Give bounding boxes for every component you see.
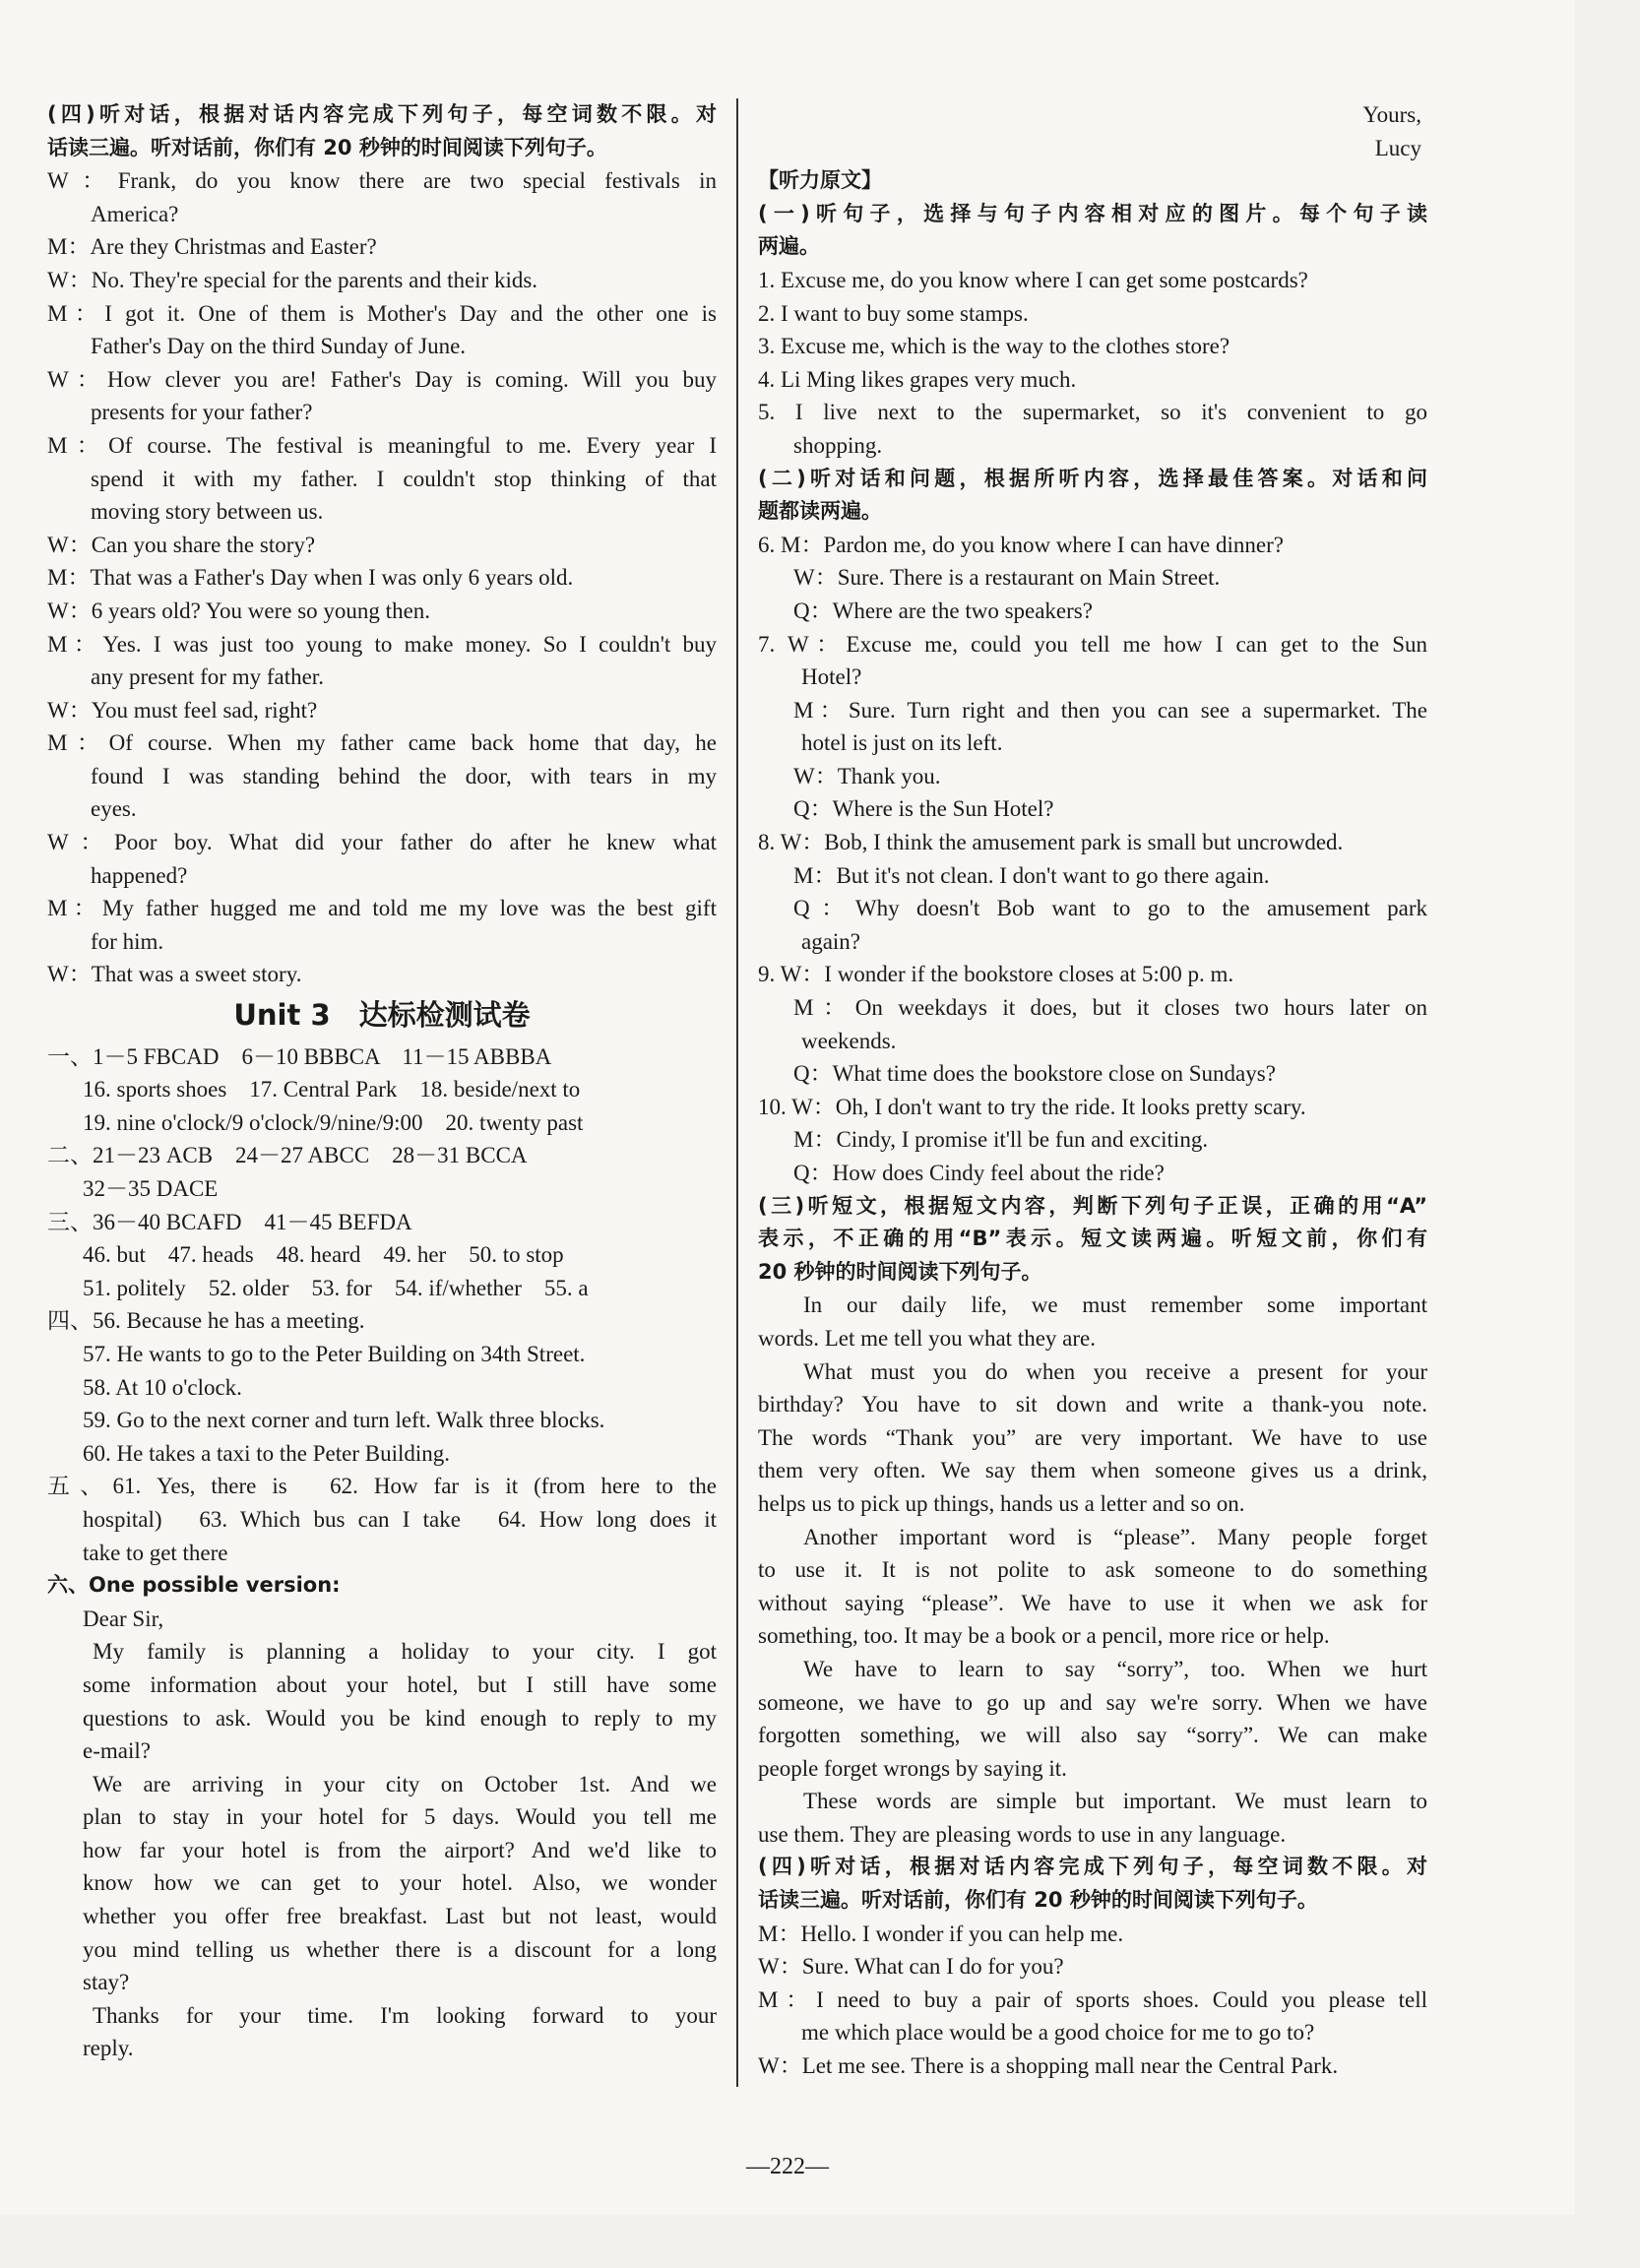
right-text-line: In our daily life, we must remember some important (803, 1292, 1427, 1318)
left-text-line: Unit 3 达标检测试卷 (233, 998, 531, 1033)
right-text-line: Q：Where are the two speakers? (793, 598, 1093, 623)
right-text-line: We have to learn to say “sorry”, too. When we hurt (803, 1656, 1427, 1681)
right-text-line: (四)听对话，根据对话内容完成下列句子，每空词数不限。对 (758, 1855, 1427, 1879)
right-text-line: birthday? You have to sit down and write a thank-you note. (758, 1392, 1427, 1418)
right-text-line: them very often. We say them when someone gives us a drink, (758, 1458, 1427, 1483)
left-text-line: happened? (91, 862, 188, 888)
right-text-line: M：But it's not clean. I don't want to go there again. (793, 862, 1270, 888)
right-text-line: Q：How does Cindy feel about the ride? (793, 1161, 1165, 1185)
left-text-line: spend it with my father. I couldn't stop thinking of that (91, 466, 717, 491)
right-text-line: hotel is just on its left. (801, 730, 1003, 756)
right-text-line: 10. W：Oh, I don't want to try the ride. It looks pretty scary. (758, 1094, 1306, 1119)
left-text-line: any present for my father. (91, 664, 324, 690)
left-text-line: M：I got it. One of them is Mother's Day and the other one is (47, 300, 717, 326)
left-text-line: reply. (83, 2036, 134, 2061)
right-text-line: What must you do when you receive a present for your (803, 1358, 1427, 1384)
left-text-line: 58. At 10 o'clock. (83, 1374, 242, 1400)
left-text-line: 二、21－23 ACB 24－27 ABCC 28－31 BCCA (47, 1143, 528, 1168)
left-text-line: some information about your hotel, but I still have some (83, 1671, 717, 1697)
left-text-line: hospital) 63. Which bus can I take 64. How long does it (83, 1506, 717, 1532)
left-text-line: W：How clever you are! Father's Day is coming. Will you buy (47, 366, 717, 392)
left-text-line: 51. politely 52. older 53. for 54. if/whether 55. a (83, 1275, 589, 1300)
right-text-line: W：Sure. There is a restaurant on Main Street. (793, 565, 1221, 591)
left-text-line: W：That was a sweet story. (47, 962, 302, 987)
left-text-line: W：Frank, do you know there are two special festivals in (47, 168, 717, 194)
left-text-line: know how we can get to your hotel. Also, we wonder (83, 1870, 717, 1896)
left-text-line: 46. but 47. heads 48. heard 49. her 50. to stop (83, 1242, 564, 1268)
right-text-line: M：Sure. Turn right and then you can see a supermarket. The (793, 697, 1427, 723)
left-text-line: you mind telling us whether there is a discount for a long (83, 1936, 717, 1962)
right-text-line: Lucy (1374, 135, 1421, 160)
left-text-line: eyes. (91, 796, 137, 822)
left-text-line: take to get there (83, 1540, 228, 1565)
right-text-line: 6. M：Pardon me, do you know where I can have dinner? (758, 532, 1284, 557)
left-text-line: W：You must feel sad, right? (47, 697, 318, 723)
left-text-line: W：No. They're special for the parents and their kids. (47, 267, 538, 292)
left-text-line: how far your hotel is from the airport? And we'd like to (83, 1837, 717, 1862)
left-text-line: 一、1－5 FBCAD 6－10 BBBCA 11－15 ABBBA (47, 1043, 552, 1069)
right-text-line: without saying “please”. We have to use it when we ask for (758, 1590, 1427, 1615)
left-text-line: M：Of course. When my father came back home that day, he (47, 730, 717, 756)
right-text-line: 20 秒钟的时间阅读下列句子。 (758, 1259, 1042, 1284)
left-text-line: e-mail? (83, 1738, 151, 1764)
right-text-line: 9. W：I wonder if the bookstore closes at 5:00 p. m. (758, 962, 1234, 987)
left-text-line: Father's Day on the third Sunday of June. (91, 334, 467, 359)
left-text-line: stay? (83, 1970, 130, 1995)
left-text-line: W：Poor boy. What did your father do after he knew what (47, 830, 717, 855)
left-text-line: Thanks for your time. I'm looking forward to your (93, 2002, 717, 2028)
right-text-line: M：On weekdays it does, but it closes two hours later on (793, 995, 1427, 1021)
left-text-line: 59. Go to the next corner and turn left. Walk three blocks. (83, 1408, 605, 1433)
left-text-line: 三、36－40 BCAFD 41－45 BEFDA (47, 1209, 412, 1234)
left-text-line: 五、61. Yes, there is 62. How far is it (from here to the (47, 1474, 717, 1499)
right-text-line: W：Let me see. There is a shopping mall near the Central Park. (758, 2053, 1339, 2079)
right-text-line: people forget wrongs by saying it. (758, 1755, 1067, 1781)
left-text-line: Dear Sir, (83, 1606, 164, 1631)
left-text-line: 16. sports shoes 17. Central Park 18. beside/next to (83, 1077, 581, 1102)
left-text-line: 话读三遍。听对话前，你们有 20 秒钟的时间阅读下列句子。 (47, 135, 607, 159)
right-text-line: 话读三遍。听对话前，你们有 20 秒钟的时间阅读下列句子。 (758, 1888, 1318, 1913)
left-text-line: presents for your father? (91, 400, 313, 425)
right-text-line: (三)听短文，根据短文内容，判断下列句子正误，正确的用“A” (758, 1193, 1427, 1218)
left-text-line: M：Of course. The festival is meaningful to me. Every year I (47, 432, 717, 458)
right-text-line: weekends. (801, 1028, 897, 1053)
right-text-line: 3. Excuse me, which is the way to the clothes store? (758, 334, 1230, 359)
left-text-line: My family is planning a holiday to your city. I got (93, 1639, 717, 1665)
right-text-line: me which place would be a good choice for me to go to? (801, 2020, 1315, 2046)
right-text-line: M：I need to buy a pair of sports shoes. Could you please tell (758, 1986, 1427, 2012)
right-text-line: The words “Thank you” are very important. We have to use (758, 1424, 1427, 1450)
right-text-line: words. Let me tell you what they are. (758, 1325, 1096, 1351)
left-text-line: 60. He takes a taxi to the Peter Building. (83, 1440, 451, 1466)
right-text-line: helps us to pick up things, hands us a letter and so on. (758, 1490, 1245, 1516)
right-text-line: 8. W：Bob, I think the amusement park is small but uncrowded. (758, 830, 1344, 855)
right-text-line: use them. They are pleasing words to use in any language. (758, 1821, 1287, 1847)
right-text-line: W：Thank you. (793, 763, 941, 788)
left-text-line: M：My father hugged me and told me my love was the best gift (47, 896, 717, 921)
right-text-line: 【听力原文】 (758, 168, 882, 193)
left-text-line: whether you offer free breakfast. Last but not least, would (83, 1904, 717, 1929)
right-text-line: 两遍。 (758, 234, 820, 259)
left-text-line: (四)听对话，根据对话内容完成下列句子，每空词数不限。对 (47, 102, 717, 126)
right-text-line: 7. W：Excuse me, could you tell me how I can get to the Sun (758, 631, 1427, 657)
right-column (758, 98, 1427, 2083)
right-text-line: Q：Where is the Sun Hotel? (793, 796, 1054, 822)
right-text-line: Yours, (1362, 102, 1421, 127)
right-text-line: to use it. It is not polite to ask someone to do something (758, 1557, 1427, 1583)
right-text-line: something, too. It may be a book or a pencil, more rice or help. (758, 1623, 1330, 1649)
left-text-line: M：Are they Christmas and Easter? (47, 234, 377, 260)
left-text-line: 19. nine o'clock/9 o'clock/9/nine/9:00 20. twenty past (83, 1109, 584, 1135)
right-text-line: Q：What time does the bookstore close on Sundays? (793, 1061, 1276, 1087)
left-text-line: 57. He wants to go to the Peter Building on 34th Street. (83, 1341, 586, 1366)
right-text-line: someone, we have to go up and say we're sorry. When we have (758, 1689, 1427, 1715)
column-divider (736, 98, 738, 2087)
left-text-line: W：6 years old? You were so young then. (47, 598, 431, 623)
right-text-line: (一)听句子，选择与句子内容相对应的图片。每个句子读 (758, 201, 1427, 225)
left-text-line: for him. (91, 928, 164, 954)
left-text-line: moving story between us. (91, 499, 324, 525)
right-text-line: These words are simple but important. We must learn to (803, 1789, 1427, 1814)
right-text-line: M：Hello. I wonder if you can help me. (758, 1921, 1124, 1946)
right-text-line: W：Sure. What can I do for you? (758, 1954, 1064, 1980)
right-text-line: shopping. (793, 432, 883, 458)
left-text-line: questions to ask. Would you be kind enough to reply to my (83, 1705, 717, 1731)
left-text-line: M：That was a Father's Day when I was only 6 years old. (47, 565, 574, 591)
left-text-line: 六、One possible version: (47, 1573, 341, 1598)
right-text-line: (二)听对话和问题，根据所听内容，选择最佳答案。对话和问 (758, 466, 1427, 490)
left-text-line: M：Yes. I was just too young to make money. So I couldn't buy (47, 631, 717, 657)
right-text-line: Another important word is “please”. Many people forget (803, 1524, 1427, 1549)
right-text-line: 2. I want to buy some stamps. (758, 300, 1029, 326)
left-text-line: plan to stay in your hotel for 5 days. Would you tell me (83, 1804, 717, 1830)
left-text-line: America? (91, 201, 179, 226)
left-column (47, 98, 717, 2065)
page-number: —222— (746, 2154, 829, 2179)
right-text-line: 表示，不正确的用“B”表示。短文读两遍。听短文前，你们有 (758, 1227, 1427, 1251)
right-text-line: 5. I live next to the supermarket, so it's convenient to go (758, 400, 1427, 425)
right-text-line: M：Cindy, I promise it'll be fun and exciting. (793, 1127, 1209, 1153)
right-text-line: Q：Why doesn't Bob want to go to the amusement park (793, 896, 1427, 921)
right-text-line: Hotel? (801, 664, 862, 690)
left-text-line: found I was standing behind the door, with tears in my (91, 763, 717, 788)
left-text-line: 32－35 DACE (83, 1176, 219, 1201)
right-text-line: 题都读两遍。 (758, 499, 882, 524)
left-text-line: We are arriving in your city on October 1st. And we (93, 1771, 717, 1796)
left-text-line: 四、56. Because he has a meeting. (47, 1308, 365, 1334)
right-text-line: 4. Li Ming likes grapes very much. (758, 366, 1077, 392)
right-text-line: 1. Excuse me, do you know where I can get some postcards? (758, 267, 1308, 292)
right-text-line: again? (801, 928, 861, 954)
left-text-line: W：Can you share the story? (47, 532, 316, 557)
right-text-line: forgotten something, we will also say “sorry”. We can make (758, 1723, 1427, 1748)
